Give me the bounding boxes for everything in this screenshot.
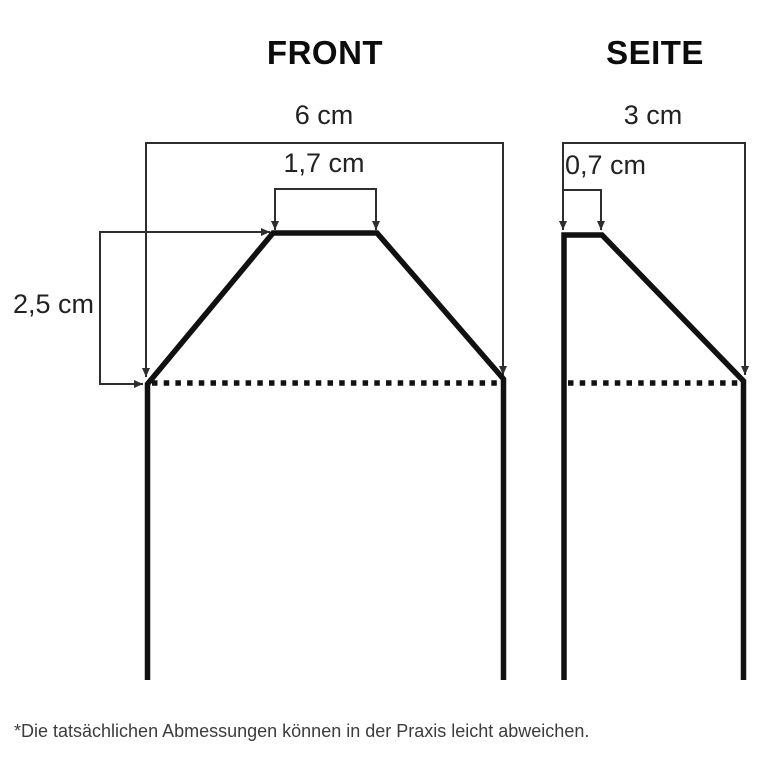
front-slope-height-label: 2,5 cm — [12, 289, 94, 319]
front-view-drawing — [99, 142, 504, 680]
front-shape-outline — [148, 233, 504, 680]
front-top-width-dimension-bracket — [275, 188, 376, 230]
side-top-width-dimension-bracket — [563, 189, 601, 230]
disclaimer-footnote: *Die tatsächlichen Abmessungen können in der Praxis leicht abweichen. — [14, 721, 590, 741]
front-slope-height-dimension-bracket — [99, 232, 270, 384]
side-top-width-label: 0,7 cm — [565, 150, 647, 180]
front-width-label: 6 cm — [294, 100, 354, 130]
side-view-drawing — [563, 142, 745, 680]
side-width-dimension-bracket — [563, 142, 745, 375]
side-view-title: SEITE — [606, 34, 704, 71]
front-view-title: FRONT — [266, 34, 384, 71]
front-top-width-label: 1,7 cm — [283, 148, 365, 178]
front-width-dimension-bracket — [146, 142, 503, 377]
side-width-label: 3 cm — [623, 100, 683, 130]
side-shape-outline — [564, 235, 744, 680]
